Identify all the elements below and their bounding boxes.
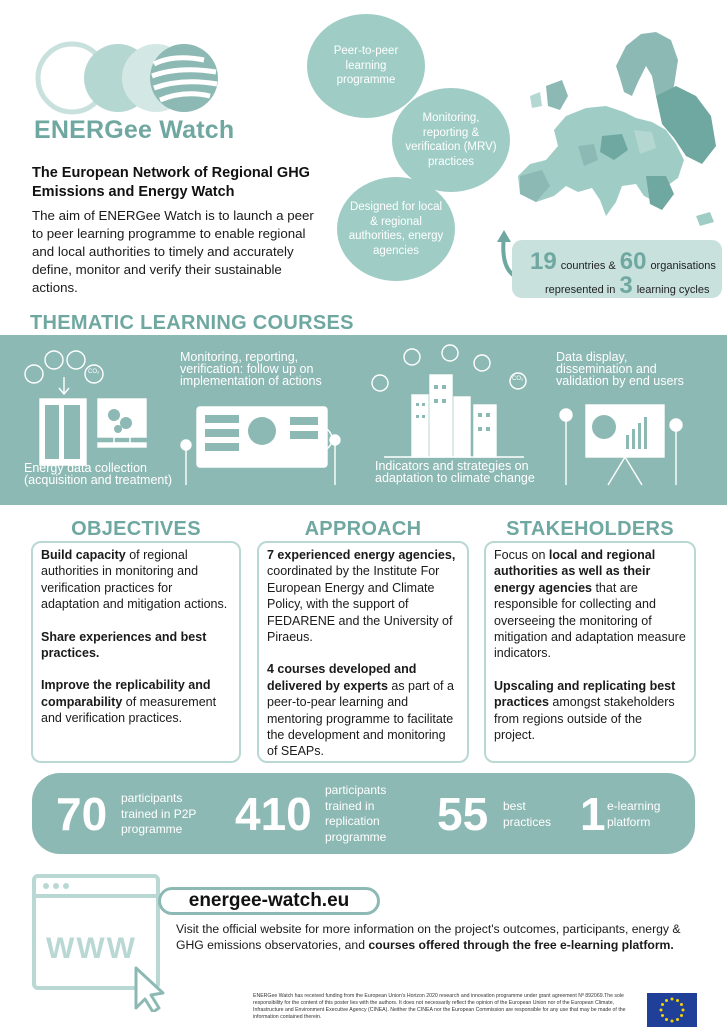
- label-best-practices: best practices: [503, 799, 552, 829]
- countries-number: 19: [530, 248, 557, 275]
- stakeholders-p1-bold: local and regional authorities as well as their energy agencies: [494, 548, 656, 595]
- approach-p1-rest: coordinated by the Institute For European Energy and Climate Policy, with the support of FEDARENE and the University of Piraeus.: [267, 564, 453, 645]
- bubble-mrv: Monitoring, reporting & verification (MRV) practices: [392, 88, 510, 192]
- stakeholders-box: [484, 541, 696, 763]
- stakeholders-p1-rest: that are responsible for collecting and overseeing the monitoring of mitigation and adaptation measure indicators.: [494, 580, 686, 661]
- course-mrv: Monitoring, reporting, verification: follow up on implementation of actions: [180, 350, 322, 388]
- course-data-display: Data display, dissemination and validation by end users: [556, 350, 684, 388]
- stakeholders-p2-rest: amongst stakeholders from regions outside of the project.: [494, 695, 675, 743]
- europe-map-icon: [506, 26, 720, 236]
- www-label: WWW: [46, 932, 137, 965]
- objectives-p1-rest: of regional authorities in monitoring and verification practices for adaptation and mitigation actions.: [41, 548, 228, 612]
- objectives-p1-bold: Build capacity: [41, 548, 126, 562]
- co2-label-2: CO₂: [512, 376, 524, 382]
- number-participants-p2p: 70: [56, 788, 108, 840]
- number-participants-replication: 410: [235, 788, 312, 840]
- cycles-label: learning cycles: [636, 284, 710, 296]
- number-elearning: 1: [580, 788, 606, 840]
- label-participants-replication: participants trained in replication programme: [325, 783, 387, 844]
- brand-name: ENERGee Watch: [34, 116, 235, 144]
- bubble-peer-to-peer: Peer-to-peer learning programme: [307, 14, 425, 118]
- visit-text: [176, 921, 696, 953]
- objectives-p3-rest: of measurement and verification practices.: [41, 694, 217, 726]
- approach-p1-bold: 7 experienced energy agencies,: [267, 548, 456, 562]
- intro-text: The aim of ENERGee Watch is to launch a peer to peer learning programme to enable regional and local authorities to timely and accurately define, monitor and verify their sustainable actions.: [32, 208, 314, 295]
- visit-text-bold: courses offered through the free e-learning platform.: [368, 938, 674, 952]
- funding-disclaimer: ENERGee Watch has received funding from the European Union's Horizon 2020 research and innovation programme under grant agreement Nº 892069.The sole responsibility for the content of this poster lies with the authors. It does not necessarily reflect the opinion of the European Union nor of the European Climate, Infrastructure and Environment Executive Agency (CINEA). Neither the CINEA nor the European Commission are responsible for any use that may be made of the information contained therein.: [253, 993, 626, 1020]
- approach-p2-rest: as part of a peer-to-pear learning and mentoring programme to facilitate the development and monitoring of SEAPs.: [267, 678, 454, 759]
- stakeholders-heading: STAKEHOLDERS: [506, 518, 674, 540]
- visit-text-pre: Visit the official website for more information on the project's outcomes, participants, energy & GHG emissions observatories, and: [176, 922, 681, 952]
- stats-line-1: [530, 248, 716, 275]
- approach-heading: APPROACH: [304, 518, 422, 540]
- eu-flag-icon: [647, 993, 697, 1027]
- approach-box: [257, 541, 469, 763]
- energee-logo-icon: [34, 38, 224, 118]
- stakeholders-p1-pre: Focus on: [494, 548, 549, 562]
- objectives-box: [31, 541, 241, 763]
- intro-title: The European Network of Regional GHG Emissions and Energy Watch: [32, 165, 310, 200]
- countries-label: countries &: [560, 260, 616, 272]
- label-elearning: e-learning platform: [607, 799, 661, 829]
- course-energy-data: Energy data collection (acquisition and treatment): [24, 461, 172, 487]
- objectives-heading: OBJECTIVES: [71, 518, 201, 540]
- cycles-number: 3: [619, 272, 633, 299]
- co2-label-1: CO₂: [88, 369, 100, 375]
- objectives-p2-bold: Share experiences and best practices.: [41, 629, 207, 661]
- label-participants-p2p: participants trained in P2P programme: [121, 791, 197, 836]
- orgs-label: organisations: [650, 260, 716, 272]
- stats-line-2: [545, 272, 710, 299]
- stakeholders-p2-bold: Upscaling and replicating best practices: [494, 678, 676, 710]
- objectives-p3-bold: Improve the replicability and comparability: [41, 678, 211, 709]
- website-url-link[interactable]: energee-watch.eu: [158, 887, 380, 915]
- bubble-designed-for: Designed for local & regional authorities, energy agencies: [337, 177, 455, 281]
- course-indicators: Indicators and strategies on adaptation to climate change: [375, 459, 535, 485]
- represented-label: represented in: [545, 284, 616, 296]
- thematic-heading: THEMATIC LEARNING COURSES: [30, 312, 354, 334]
- approach-p2-bold: 4 courses developed and delivered by experts: [267, 662, 417, 693]
- number-best-practices: 55: [437, 788, 489, 840]
- orgs-number: 60: [619, 248, 647, 275]
